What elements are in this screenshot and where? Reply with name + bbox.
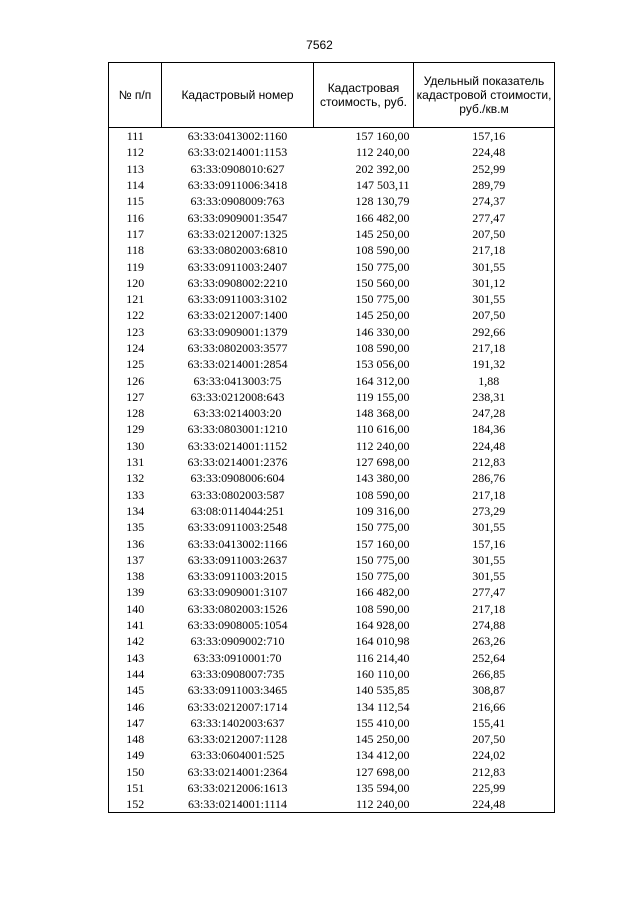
cadastral-value: 108 590,00 xyxy=(355,243,410,258)
specific-value: 263,26 xyxy=(414,633,555,649)
table-row xyxy=(109,291,555,307)
cadastral-value: 112 240,00 xyxy=(355,438,410,453)
row-number: 130 xyxy=(109,438,162,454)
table-row xyxy=(109,209,555,225)
cadastral-number: 63:33:0413002:1166 xyxy=(187,536,288,551)
table-row xyxy=(109,633,555,649)
cadastral-value: 110 616,00 xyxy=(355,422,410,437)
specific-value: 277,47 xyxy=(414,584,555,600)
table-row xyxy=(109,715,555,731)
specific-value: 266,85 xyxy=(414,666,555,682)
cadastral-value: 112 240,00 xyxy=(355,145,410,160)
cadastral-value: 145 250,00 xyxy=(355,226,410,241)
table-row xyxy=(109,226,555,242)
table-row xyxy=(109,682,555,698)
specific-value: 155,41 xyxy=(414,715,555,731)
table-row xyxy=(109,747,555,763)
specific-value: 1,88 xyxy=(414,372,555,388)
cadastral-value: 150 775,00 xyxy=(355,569,410,584)
cadastral-value: 160 110,00 xyxy=(355,666,410,681)
table-row xyxy=(109,650,555,666)
table-row xyxy=(109,584,555,600)
row-number: 121 xyxy=(109,291,162,307)
header-num: № п/п xyxy=(109,63,162,128)
row-number: 148 xyxy=(109,731,162,747)
specific-value: 224,48 xyxy=(414,144,555,160)
table-row xyxy=(109,519,555,535)
cadastral-number: 63:33:0908006:604 xyxy=(190,471,285,486)
row-number: 133 xyxy=(109,487,162,503)
table-row xyxy=(109,307,555,323)
cadastral-number: 63:33:0214001:2364 xyxy=(187,764,288,779)
specific-value: 207,50 xyxy=(414,307,555,323)
row-number: 132 xyxy=(109,470,162,486)
cadastral-number: 63:33:0909001:3547 xyxy=(187,210,288,225)
row-number: 147 xyxy=(109,715,162,731)
row-number: 142 xyxy=(109,633,162,649)
table-row xyxy=(109,389,555,405)
specific-value: 157,16 xyxy=(414,535,555,551)
cadastral-number: 63:33:0802003:587 xyxy=(190,487,285,502)
specific-value: 252,99 xyxy=(414,161,555,177)
specific-value: 273,29 xyxy=(414,503,555,519)
cadastral-value: 145 250,00 xyxy=(355,732,410,747)
table-row xyxy=(109,438,555,454)
table-row xyxy=(109,470,555,486)
cadastral-number: 63:33:0911003:3465 xyxy=(187,683,288,698)
table-header-row xyxy=(109,63,555,128)
specific-value: 217,18 xyxy=(414,601,555,617)
row-number: 149 xyxy=(109,747,162,763)
cadastral-number: 63:33:0214001:1114 xyxy=(162,796,314,813)
cadastral-number: 63:33:0802003:6810 xyxy=(187,243,288,258)
specific-value: 184,36 xyxy=(414,421,555,437)
cadastral-value: 166 482,00 xyxy=(355,210,410,225)
cadastral-number: 63:33:0909002:710 xyxy=(190,634,285,649)
specific-value: 247,28 xyxy=(414,405,555,421)
cadastral-number: 63:33:0802003:1526 xyxy=(187,601,288,616)
specific-value: 212,83 xyxy=(414,454,555,470)
specific-value: 274,37 xyxy=(414,193,555,209)
row-number: 123 xyxy=(109,324,162,340)
table-row xyxy=(109,356,555,372)
cadastral-value: 202 392,00 xyxy=(355,161,410,176)
cadastral-value: 166 482,00 xyxy=(355,585,410,600)
specific-value: 308,87 xyxy=(414,682,555,698)
table-row xyxy=(109,552,555,568)
table-row xyxy=(109,258,555,274)
header-cadastral-number: Кадастровый номер xyxy=(162,63,314,128)
row-number: 124 xyxy=(109,340,162,356)
row-number: 137 xyxy=(109,552,162,568)
row-number: 118 xyxy=(109,242,162,258)
row-number: 135 xyxy=(109,519,162,535)
cadastral-value: 145 250,00 xyxy=(355,308,410,323)
table-row xyxy=(109,601,555,617)
cadastral-number: 63:33:0911003:2637 xyxy=(187,552,288,567)
specific-value: 157,16 xyxy=(414,128,555,145)
row-number: 112 xyxy=(109,144,162,160)
cadastral-number: 63:33:0911003:2015 xyxy=(187,569,288,584)
cadastral-number: 63:33:0604001:525 xyxy=(190,748,285,763)
cadastral-value: 157 160,00 xyxy=(355,536,410,551)
row-number: 127 xyxy=(109,389,162,405)
specific-value: 225,99 xyxy=(414,780,555,796)
specific-value: 207,50 xyxy=(414,226,555,242)
table-row xyxy=(109,796,555,813)
specific-value: 301,55 xyxy=(414,519,555,535)
row-number: 111 xyxy=(109,128,162,145)
specific-value: 224,48 xyxy=(414,796,555,813)
specific-value: 252,64 xyxy=(414,650,555,666)
table-row xyxy=(109,780,555,796)
cadastral-number: 63:33:0413003:75 xyxy=(193,373,282,388)
table-row xyxy=(109,177,555,193)
cadastral-value: 150 775,00 xyxy=(355,292,410,307)
cadastral-number: 63:33:0908002:2210 xyxy=(187,275,288,290)
row-number: 113 xyxy=(109,161,162,177)
row-number: 138 xyxy=(109,568,162,584)
cadastral-number: 63:33:0214001:1152 xyxy=(187,438,288,453)
cadastral-number: 63:33:0909001:1379 xyxy=(187,324,288,339)
row-number: 145 xyxy=(109,682,162,698)
cadastral-value: 108 590,00 xyxy=(355,341,410,355)
row-number: 129 xyxy=(109,421,162,437)
row-number: 136 xyxy=(109,535,162,551)
specific-value: 224,02 xyxy=(414,747,555,763)
row-number: 140 xyxy=(109,601,162,617)
specific-value: 301,55 xyxy=(414,291,555,307)
table-row xyxy=(109,698,555,714)
row-number: 146 xyxy=(109,698,162,714)
cadastral-number: 63:33:0908007:735 xyxy=(190,666,285,681)
row-number: 126 xyxy=(109,372,162,388)
row-number: 139 xyxy=(109,584,162,600)
cadastral-number: 63:33:0212007:1325 xyxy=(187,226,288,241)
table-body xyxy=(109,128,555,813)
row-number: 119 xyxy=(109,258,162,274)
cadastral-value: 150 560,00 xyxy=(355,275,410,290)
table-row xyxy=(109,503,555,519)
specific-value: 212,83 xyxy=(414,764,555,780)
table-row xyxy=(109,487,555,503)
cadastral-number: 63:33:0214001:1153 xyxy=(187,145,288,160)
specific-value: 289,79 xyxy=(414,177,555,193)
row-number: 141 xyxy=(109,617,162,633)
cadastral-number: 63:33:0911006:3418 xyxy=(187,178,288,193)
cadastral-number: 63:33:0214003:20 xyxy=(193,406,282,421)
table-row xyxy=(109,731,555,747)
cadastral-value: 164 928,00 xyxy=(355,618,410,633)
row-number: 125 xyxy=(109,356,162,372)
row-number: 120 xyxy=(109,275,162,291)
row-number: 151 xyxy=(109,780,162,796)
cadastral-value: 146 330,00 xyxy=(355,324,410,339)
cadastral-number: 63:33:0803001:1210 xyxy=(187,422,288,437)
cadastral-number: 63:33:0212007:1400 xyxy=(187,308,288,323)
table-row xyxy=(109,617,555,633)
row-number: 150 xyxy=(109,764,162,780)
specific-value: 301,55 xyxy=(414,258,555,274)
cadastral-value: 135 594,00 xyxy=(355,781,410,796)
header-cadastral-value: Кадастровая стоимость, руб. xyxy=(314,63,414,128)
cadastral-number: 63:33:0212007:1714 xyxy=(187,699,288,714)
row-number: 143 xyxy=(109,650,162,666)
cadastral-value: 119 155,00 xyxy=(355,389,410,404)
cadastral-value: 155 410,00 xyxy=(355,715,410,730)
cadastral-number: 63:33:0911003:3102 xyxy=(187,292,288,307)
row-number: 144 xyxy=(109,666,162,682)
table-row xyxy=(109,421,555,437)
specific-value: 238,31 xyxy=(414,389,555,405)
table-row xyxy=(109,372,555,388)
table-row xyxy=(109,535,555,551)
cadastral-number: 63:33:0212008:643 xyxy=(190,389,285,404)
table-row xyxy=(109,454,555,470)
row-number: 116 xyxy=(109,209,162,225)
cadastral-value: 157 160,00 xyxy=(355,129,410,144)
table-row xyxy=(109,405,555,421)
row-number: 117 xyxy=(109,226,162,242)
table-row xyxy=(109,193,555,209)
cadastral-value: 108 590,00 xyxy=(355,487,410,502)
specific-value: 191,32 xyxy=(414,356,555,372)
table-row xyxy=(109,275,555,291)
specific-value: 292,66 xyxy=(414,324,555,340)
cadastral-value: 134 412,00 xyxy=(355,748,410,763)
cadastral-number: 63:33:0908009:763 xyxy=(190,194,285,209)
header-specific-value: Удельный показатель кадастровой стоимости, руб./кв.м xyxy=(414,63,555,128)
cadastral-value: 116 214,40 xyxy=(355,650,410,665)
cadastral-number: 63:33:0212007:1128 xyxy=(187,732,288,747)
cadastral-value: 134 112,54 xyxy=(355,699,410,714)
cadastral-value: 150 775,00 xyxy=(355,552,410,567)
table-row xyxy=(109,324,555,340)
cadastral-value: 164 010,98 xyxy=(355,634,410,649)
cadastral-number: 63:33:0911003:2548 xyxy=(187,520,288,535)
cadastral-value: 127 698,00 xyxy=(355,455,410,470)
specific-value: 207,50 xyxy=(414,731,555,747)
row-number: 152 xyxy=(109,796,162,813)
cadastral-number: 63:08:0114044:251 xyxy=(190,503,285,518)
table-row xyxy=(109,568,555,584)
cadastral-value: 150 775,00 xyxy=(355,520,410,535)
specific-value: 217,18 xyxy=(414,340,555,356)
row-number: 115 xyxy=(109,193,162,209)
cadastral-number: 63:33:0214001:2854 xyxy=(187,357,288,372)
cadastral-value: 143 380,00 xyxy=(355,471,410,486)
row-number: 128 xyxy=(109,405,162,421)
row-number: 131 xyxy=(109,454,162,470)
row-number: 122 xyxy=(109,307,162,323)
cadastral-value: 147 503,11 xyxy=(355,178,410,193)
table-row xyxy=(109,128,555,145)
cadastral-value: 112 240,00 xyxy=(314,796,414,813)
cadastral-value: 140 535,85 xyxy=(355,683,410,698)
cadastral-value: 148 368,00 xyxy=(355,406,410,421)
specific-value: 301,55 xyxy=(414,552,555,568)
row-number: 114 xyxy=(109,177,162,193)
cadastral-table xyxy=(108,62,555,813)
specific-value: 216,66 xyxy=(414,698,555,714)
cadastral-value: 127 698,00 xyxy=(355,764,410,779)
specific-value: 217,18 xyxy=(414,487,555,503)
specific-value: 301,55 xyxy=(414,568,555,584)
cadastral-number: 63:33:1402003:637 xyxy=(190,715,285,730)
cadastral-value: 164 312,00 xyxy=(355,373,410,388)
page-number: 7562 xyxy=(306,38,333,52)
cadastral-number: 63:33:0214001:2376 xyxy=(187,455,288,470)
specific-value: 286,76 xyxy=(414,470,555,486)
row-number: 134 xyxy=(109,503,162,519)
cadastral-number: 63:33:0910001:70 xyxy=(193,650,282,665)
table-row xyxy=(109,666,555,682)
cadastral-value: 128 130,79 xyxy=(355,194,410,209)
cadastral-value: 108 590,00 xyxy=(355,601,410,616)
cadastral-value: 150 775,00 xyxy=(355,259,410,274)
table-row xyxy=(109,161,555,177)
cadastral-number: 63:33:0802003:3577 xyxy=(187,341,288,355)
cadastral-number: 63:33:0911003:2407 xyxy=(187,259,288,274)
cadastral-number: 63:33:0212006:1613 xyxy=(187,781,288,796)
specific-value: 274,88 xyxy=(414,617,555,633)
table-row xyxy=(109,340,555,356)
cadastral-number: 63:33:0908010:627 xyxy=(190,161,285,176)
table-row xyxy=(109,242,555,258)
cadastral-number: 63:33:0908005:1054 xyxy=(187,618,288,633)
cadastral-number: 63:33:0413002:1160 xyxy=(187,129,288,144)
cadastral-value: 153 056,00 xyxy=(355,357,410,372)
cadastral-number: 63:33:0909001:3107 xyxy=(187,585,288,600)
table-row xyxy=(109,764,555,780)
specific-value: 301,12 xyxy=(414,275,555,291)
specific-value: 277,47 xyxy=(414,209,555,225)
cadastral-value: 109 316,00 xyxy=(355,503,410,518)
table-row xyxy=(109,144,555,160)
specific-value: 217,18 xyxy=(414,242,555,258)
specific-value: 224,48 xyxy=(414,438,555,454)
